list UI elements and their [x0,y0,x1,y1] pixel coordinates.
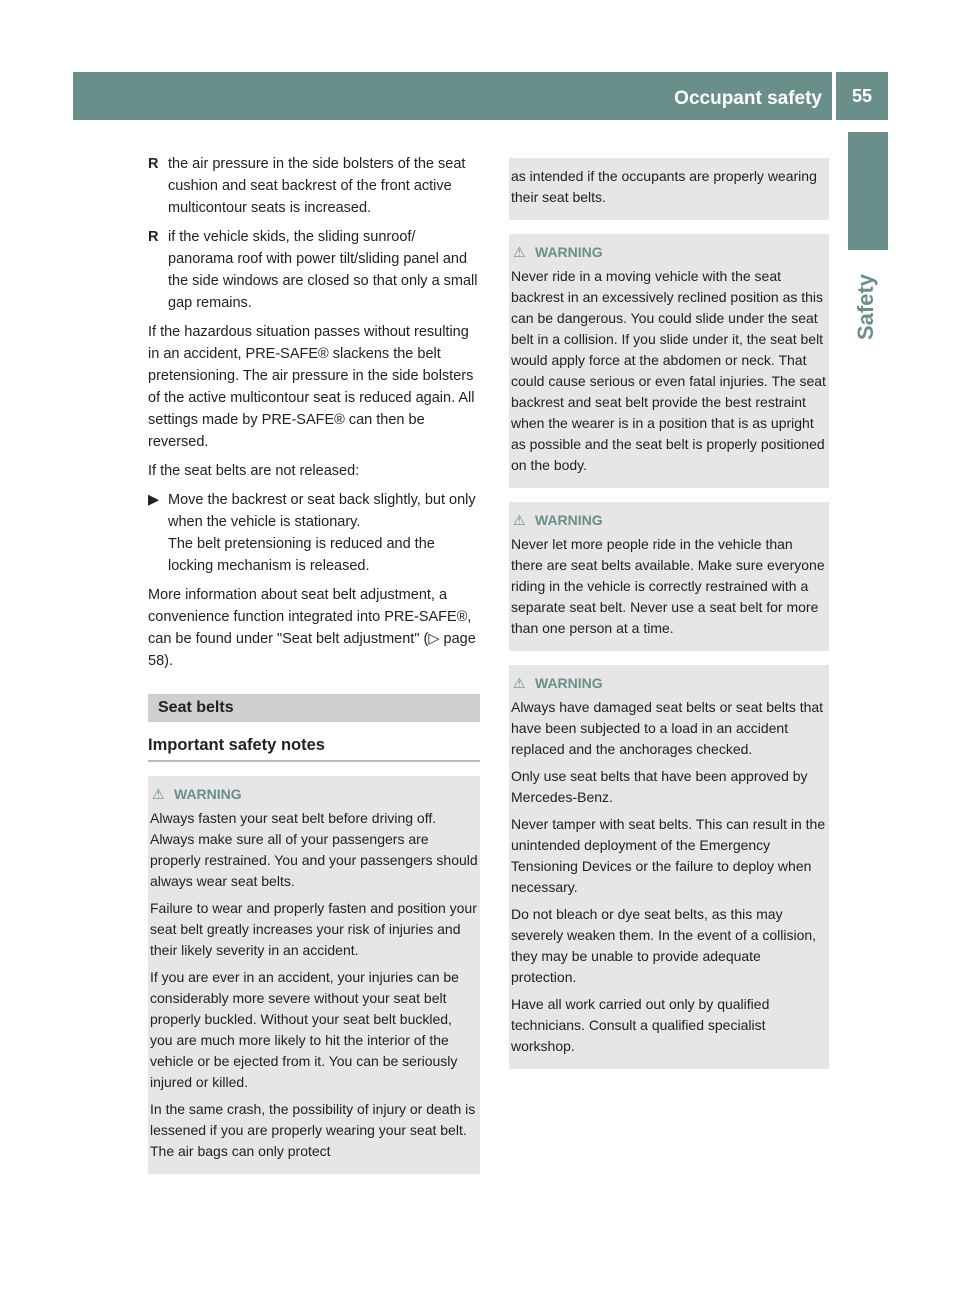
section-heading: Seat belts [148,694,480,722]
warning-text: Only use seat belts that have been approved by Mercedes-Benz. [511,768,808,805]
warning-box [509,502,829,651]
warning-header [150,784,478,805]
warning-text: Have all work carried out only by qualified technicians. Consult a qualified specialist workshop. [511,996,770,1054]
action-item [148,489,480,577]
warning-text: If you are ever in an accident, your injuries can be considerably more severe without your seat belt properly buckled. Without your seat belt buckled, you are much more likely to hit the interior of the vehicle or be ejected from it. You can be seriously injured or killed. [150,969,459,1090]
warning-box [148,776,480,1174]
warning-box [509,665,829,1069]
warning-text: In the same crash, the possibility of injury or death is lessened if you are properly wearing your seat belt. The air bags can only protect [150,1101,476,1159]
warning-header [511,510,827,531]
side-tab-marker [848,132,888,250]
right-column [509,158,829,1069]
subsection-heading: Important safety notes [148,734,480,762]
warning-text: as intended if the occupants are properly wearing their seat belts. [511,168,817,205]
warning-text: Always have damaged seat belts or seat belts that have been subjected to a load in an accident replaced and the anchorages checked. [511,699,824,757]
warning-triangle-icon: ⚠ [513,675,526,691]
list-item-text: if the vehicle skids, the sliding sunroof/ panorama roof with power tilt/sliding panel and the side windows are closed so that only a small gap remains. [168,229,478,311]
warning-header [511,673,827,694]
paragraph: If the seat belts are not released: [148,463,360,479]
warning-text: Failure to wear and properly fasten and position your seat belt greatly increases your risk of injuries and their likely severity in an accident. [150,900,477,958]
warning-text: Never tamper with seat belts. This can result in the unintended deployment of the Emergency Tensioning Devices or the failure to deploy when necessary. [511,816,826,895]
warning-label: WARNING [535,244,603,260]
warning-text: Do not bleach or dye seat belts, as this may severely weaken them. In the event of a collision, they may be unable to provide adequate protection. [511,906,817,985]
warning-text: Never ride in a moving vehicle with the seat backrest in an excessively reclined position as this can be dangerous. You could slide under the seat belt in a collision. If you slide under it, the seat belt would apply force at the abdomen or neck. That could cause serious or even fatal injuries. The seat backrest and seat belt provide the best restraint when the wearer is in a position that is as upright as possible and the seat belt is properly positioned on the body. [511,268,826,473]
left-column [148,153,480,1174]
list-item [148,226,480,314]
warning-label: WARNING [535,512,603,528]
action-text: Move the backrest or seat back slightly, but only when the vehicle is stationary. [168,492,476,530]
paragraph: More information about seat belt adjustment, a convenience function integrated into PRE-SAFE®, can be found under "Seat belt adjustment" (▷ page 58). [148,587,476,669]
bullet-icon: R [148,156,159,172]
page-number: 55 [836,72,888,120]
warning-box [509,234,829,488]
list-item [148,153,480,219]
warning-header [511,242,827,263]
warning-box-continued [509,158,829,220]
bullet-icon: R [148,229,159,245]
warning-triangle-icon: ⚠ [152,786,165,802]
warning-text: Always fasten your seat belt before driving off. Always make sure all of your passengers are properly restrained. You and your passengers should always wear seat belts. [150,810,478,889]
page-title: Occupant safety [674,88,822,109]
warning-label: WARNING [535,675,603,691]
side-tab-label: Safety [853,273,878,340]
warning-label: WARNING [174,786,242,802]
warning-triangle-icon: ⚠ [513,512,526,528]
warning-triangle-icon: ⚠ [513,244,526,260]
paragraph: If the hazardous situation passes without resulting in an accident, PRE-SAFE® slackens the belt pretensioning. The air pressure in the side bolsters of the active multicontour seat is reduced again. All settings made by PRE-SAFE® can then be reversed. [148,324,475,450]
list-item-text: the air pressure in the side bolsters of the seat cushion and seat backrest of the front active multicontour seats is increased. [168,156,466,216]
action-result: The belt pretensioning is reduced and the locking mechanism is released. [168,536,435,574]
warning-text: Never let more people ride in the vehicle than there are seat belts available. Make sure everyone riding in the vehicle is correctly restrained with a separate seat belt. Never use a seat belt for more than one person at a time. [511,536,825,636]
action-arrow-icon: ▶ [148,492,160,508]
